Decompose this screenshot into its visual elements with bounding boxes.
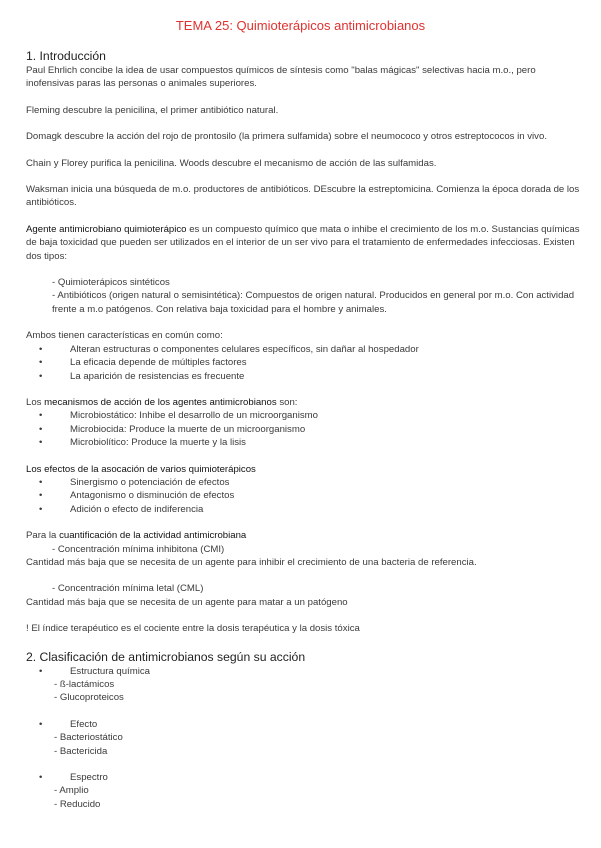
paragraph-waksman: Waksman inicia una búsqueda de m.o. productores de antibióticos. DEscubre la estreptomicina. Comienza la época dorada de los antibióticos. xyxy=(26,184,580,209)
classification-group xyxy=(26,771,581,811)
bullet-icon: • xyxy=(39,370,43,382)
list-item: - Amplio xyxy=(54,785,89,797)
mechanisms-list xyxy=(26,409,581,449)
type-item-antibioticos: - Antibióticos (origen natural o semisintética): Compuestos de origen natural. Producidos en general por m.o. Con actividad frente a m.o patógenos. Con relativa baja toxicidad para el hombre y animales. xyxy=(52,290,575,315)
bullet-icon: • xyxy=(39,343,43,355)
classification-group xyxy=(26,665,581,705)
paragraph-definition xyxy=(26,223,581,263)
list-item: • Espectro xyxy=(39,772,108,784)
paragraph-domagk: Domagk descubre la acción del rojo de prontosilo (la primera sulfamida) sobre el neumococo y otros estreptococos in vivo. xyxy=(26,131,547,143)
quantification-term: cuantificación de la actividad antimicrobiana xyxy=(59,530,247,542)
paragraph-fleming: Fleming descubre la penicilina, el primer antibiótico natural. xyxy=(26,104,279,116)
therapeutic-index-note: ! El índice terapéutico es el cociente entre la dosis terapéutica y la dosis tóxica xyxy=(26,623,360,635)
bullet-icon: • xyxy=(39,665,43,677)
definition-text: es un compuesto químico que mata o inhibe el crecimiento de los m.o. Sustancias químicas de baja toxicidad que pueden ser utilizados en el interior de un ser vivo para el tratamiento de enfermedades infecciosas. Existen dos tipos: xyxy=(26,223,580,262)
common-list xyxy=(26,343,581,383)
list-item: - Reducido xyxy=(54,798,101,810)
list-item: • La aparición de resistencias es frecuente xyxy=(39,370,245,382)
bullet-icon: • xyxy=(39,423,43,435)
effects-list xyxy=(26,476,581,516)
list-item: • Estructura química xyxy=(39,665,150,677)
bullet-icon: • xyxy=(39,437,43,449)
bullet-icon: • xyxy=(39,357,43,369)
list-item: - Bacteriostático xyxy=(54,732,123,744)
list-item: • Microbiolítico: Produce la muerte y la lisis xyxy=(39,437,246,449)
document-title: TEMA 25: Quimioterápicos antimicrobianos xyxy=(175,18,426,33)
cml-definition: Cantidad más baja que se necesita de un agente para matar a un patógeno xyxy=(26,596,348,608)
list-item: • Microbiostático: Inhibe el desarrollo de un microorganismo xyxy=(39,410,318,422)
document-content xyxy=(26,48,581,811)
list-item: • Antagonismo o disminución de efectos xyxy=(39,490,235,502)
bullet-icon: • xyxy=(39,718,43,730)
bullet-icon: • xyxy=(39,503,43,515)
cmi-label: - Concentración mínima inhibitona (CMI) xyxy=(52,543,225,555)
section-heading-introduccion: 1. Introducción xyxy=(26,49,106,63)
list-item: - ß-lactámicos xyxy=(54,679,115,690)
definition-term: Agente antimicrobiano quimioterápico xyxy=(26,223,187,235)
classification-group xyxy=(26,718,581,758)
paragraph-ehrlich: Paul Ehrlich concibe la idea de usar compuestos químicos de síntesis como "balas mágicas" selectivas hacia m.o., pero inofensivas paras las personas o animales superiores. xyxy=(26,65,536,90)
mechanisms-term: mecanismos de acción de los agentes antimicrobianos xyxy=(44,396,277,408)
paragraph-chain-florey: Chain y Florey purifica la penicilina. Woods descubre el mecanismo de acción de las sulfamidas. xyxy=(26,157,437,169)
list-item: • La eficacia depende de múltiples factores xyxy=(39,357,247,369)
list-item: • Adición o efecto de indiferencia xyxy=(39,503,204,515)
cml-label: - Concentración mínima letal (CML) xyxy=(52,583,204,595)
bullet-icon: • xyxy=(39,410,43,422)
list-item: - Bactericida xyxy=(54,745,108,757)
quantification-intro: Para la cuantificación de la actividad antimicrobiana xyxy=(26,530,247,542)
list-item: • Efecto xyxy=(39,718,98,730)
list-item: • Microbiocida: Produce la muerte de un microorganismo xyxy=(39,423,306,435)
bullet-icon: • xyxy=(39,772,43,784)
type-item-sinteticos: - Quimioterápicos sintéticos xyxy=(52,277,170,289)
effects-heading: Los efectos de la asocación de varios quimioterápicos xyxy=(26,463,256,475)
bullet-icon: • xyxy=(39,490,43,502)
mechanisms-intro: Los mecanismos de acción de los agentes antimicrobianos son: xyxy=(26,396,298,408)
list-item: - Glucoproteicos xyxy=(54,692,124,704)
list-item: • Sinergismo o potenciación de efectos xyxy=(39,476,230,488)
cmi-definition: Cantidad más baja que se necesita de un agente para inhibir el crecimiento de una bacteria de referencia. xyxy=(26,556,477,568)
common-intro: Ambos tienen características en común como: xyxy=(26,330,223,342)
list-item: • Alteran estructuras o componentes celulares específicos, sin dañar al hospedador xyxy=(39,343,419,355)
section-heading-clasificacion: 2. Clasificación de antimicrobianos según su acción xyxy=(26,649,306,664)
bullet-icon: • xyxy=(39,476,43,488)
